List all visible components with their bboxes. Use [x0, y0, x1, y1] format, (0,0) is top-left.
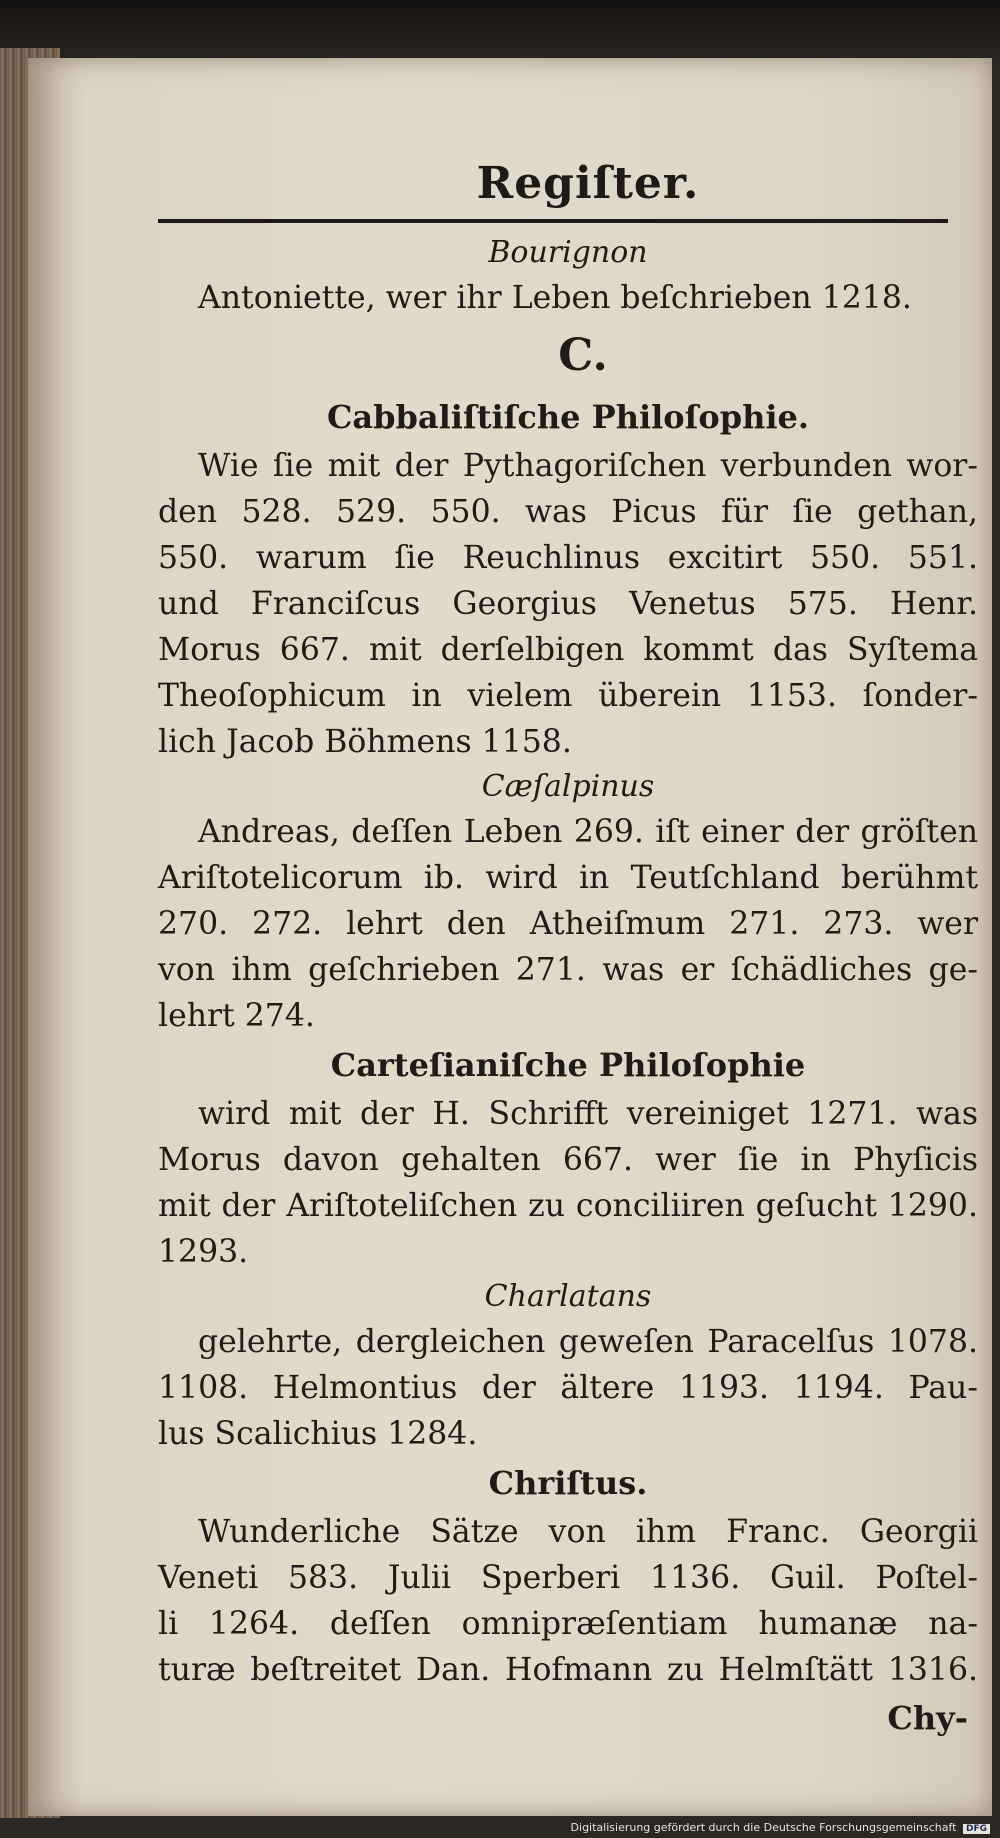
entry-line: gelehrte, dergleichen geweſen Paracelſus 1078. [198, 1324, 978, 1360]
register-entry [158, 765, 978, 1039]
dfg-logo: DFG [963, 1824, 990, 1834]
entry-heading: Cabbaliſtiſche Philoſophie. [326, 398, 810, 436]
entry-line: lich Jacob Böhmens 1158. [158, 724, 572, 760]
entry-line: li 1264. deſſen omnipræſentiam humanæ na- [158, 1606, 978, 1642]
entry-line: Ariſtotelicorum ib. wird in Teutſchland berühmt [158, 860, 978, 896]
entry-line: Morus 667. mit derſelbigen kommt das Syſtema [158, 632, 978, 668]
funding-credit-text: Digitalisierung gefördert durch die Deutsche Forschungsgemeinschaft [570, 1821, 957, 1834]
entry-line: den 528. 529. 550. was Picus für ſie gethan, [158, 494, 978, 530]
entry-line: Wunderliche Sätze von ihm Franc. Georgii [198, 1514, 978, 1550]
entry-line: 550. warum ſie Reuchlinus excitirt 550. 551. [158, 540, 978, 576]
entry-line: Theoſophicum in vielem überein 1153. ſonder- [158, 678, 978, 714]
entry-line: 270. 272. lehrt den Atheiſmum 271. 273. wer [158, 906, 978, 942]
entry-heading: Carteſianiſche Philoſophie [330, 1046, 806, 1084]
entry-line: mit der Ariſtoteliſchen zu conciliiren geſucht 1290. [158, 1188, 978, 1224]
funding-credit [571, 1821, 990, 1834]
entry-line: lus Scalichius 1284. [158, 1416, 478, 1452]
entry-line: Antoniette, wer ihr Leben beſchrieben 1218. [198, 280, 912, 316]
entry-line: 1293. [158, 1234, 249, 1270]
entry-line: lehrt 274. [158, 998, 315, 1034]
entry-line: Andreas, deſſen Leben 269. iſt einer der gröſten [198, 814, 978, 850]
entry-line: wird mit der H. Schrifft vereiniget 1271. was [198, 1096, 978, 1132]
entry-line: von ihm geſchrieben 271. was er ſchädliches ge- [158, 952, 978, 988]
entry-heading: Cæſalpinus [481, 769, 655, 804]
register-entries [158, 231, 978, 1693]
page-content [158, 153, 978, 1743]
register-entry [158, 1039, 978, 1275]
register-entry [158, 1275, 978, 1457]
header-rule [158, 219, 948, 223]
section-letter: C. [558, 330, 608, 381]
entry-heading: Bourignon [488, 235, 648, 270]
catchword: Chy- [887, 1699, 968, 1737]
running-head: Regiſter. [476, 158, 700, 209]
entry-line: und Franciſcus Georgius Venetus 575. Henr. [158, 586, 978, 622]
entry-line: 1108. Helmontius der ältere 1193. 1194. Pau- [158, 1370, 978, 1406]
register-entry [158, 231, 978, 321]
entry-line: turæ beſtreitet Dan. Hofmann zu Helmſtätt 1316. [158, 1652, 978, 1688]
book-page [28, 58, 992, 1816]
register-entry [158, 321, 978, 391]
entry-heading: Chriſtus. [488, 1464, 648, 1502]
entry-line: Morus davon gehalten 667. wer ſie in Phyſicis [158, 1142, 978, 1178]
entry-heading: Charlatans [484, 1279, 652, 1314]
entry-line: Wie ſie mit der Pythagoriſchen verbunden wor- [198, 448, 978, 484]
register-entry [158, 391, 978, 765]
entry-line: Veneti 583. Julii Sperberi 1136. Guil. Poſtel- [158, 1560, 978, 1596]
register-entry [158, 1457, 978, 1693]
